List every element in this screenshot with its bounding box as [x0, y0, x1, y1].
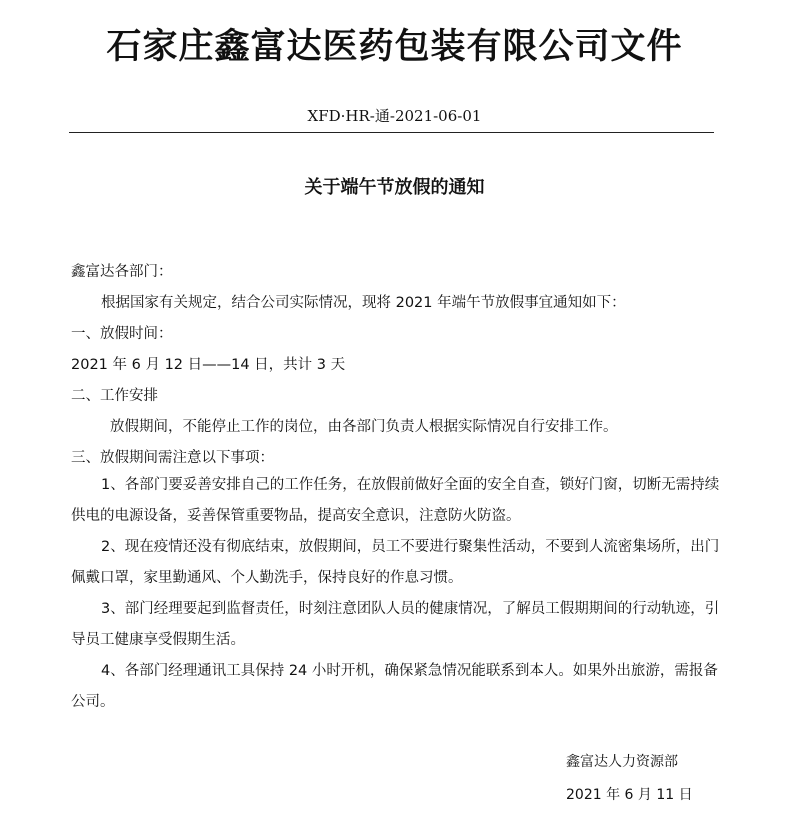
- section-1-heading: 一、放假时间：: [71, 326, 173, 342]
- section-3-heading: 三、放假期间需注意以下事项：: [71, 450, 274, 466]
- notice-item: 1、各部门要妥善安排自己的工作任务，在放假前做好全面的安全自查，锁好门窗，切断无需持续供电的电源设备，妥善保管重要物品，提高安全意识，注意防火防盗。: [71, 477, 720, 524]
- section-2-heading: 二、工作安排: [71, 388, 158, 404]
- notice-title: 关于端午节放假的通知: [304, 177, 485, 198]
- notice-item: 4、各部门经理通讯工具保持 24 小时开机，确保紧急情况能联系到本人。如果外出旅游，需报备公司。: [71, 663, 718, 710]
- section-2-content: 放假期间，不能停止工作的岗位，由各部门负责人根据实际情况自行安排工作。: [110, 419, 618, 435]
- company-document-title: 石家庄鑫富达医药包装有限公司文件: [106, 27, 683, 67]
- intro-paragraph: 根据国家有关规定，结合公司实际情况，现将 2021 年端午节放假事宜通知如下：: [101, 295, 626, 311]
- section-1-content: 2021 年 6 月 12 日——14 日，共计 3 天: [71, 357, 346, 373]
- document-number: XFD·HR-通-2021-06-01: [307, 107, 482, 125]
- notice-item: 2、现在疫情还没有彻底结束，放假期间，员工不要进行聚集性活动，不要到人流密集场所，出门佩戴口罩，家里勤通风、个人勤洗手，保持良好的作息习惯。: [71, 539, 720, 586]
- issue-date: 2021 年 6 月 11 日: [566, 787, 693, 803]
- salutation: 鑫富达各部门：: [71, 264, 173, 280]
- header-divider: [69, 132, 714, 133]
- issuing-department: 鑫富达人力资源部: [566, 754, 678, 770]
- notice-item: 3、部门经理要起到监督责任，时刻注意团队人员的健康情况，了解员工假期期间的行动轨迹，引导员工健康享受假期生活。: [71, 601, 720, 648]
